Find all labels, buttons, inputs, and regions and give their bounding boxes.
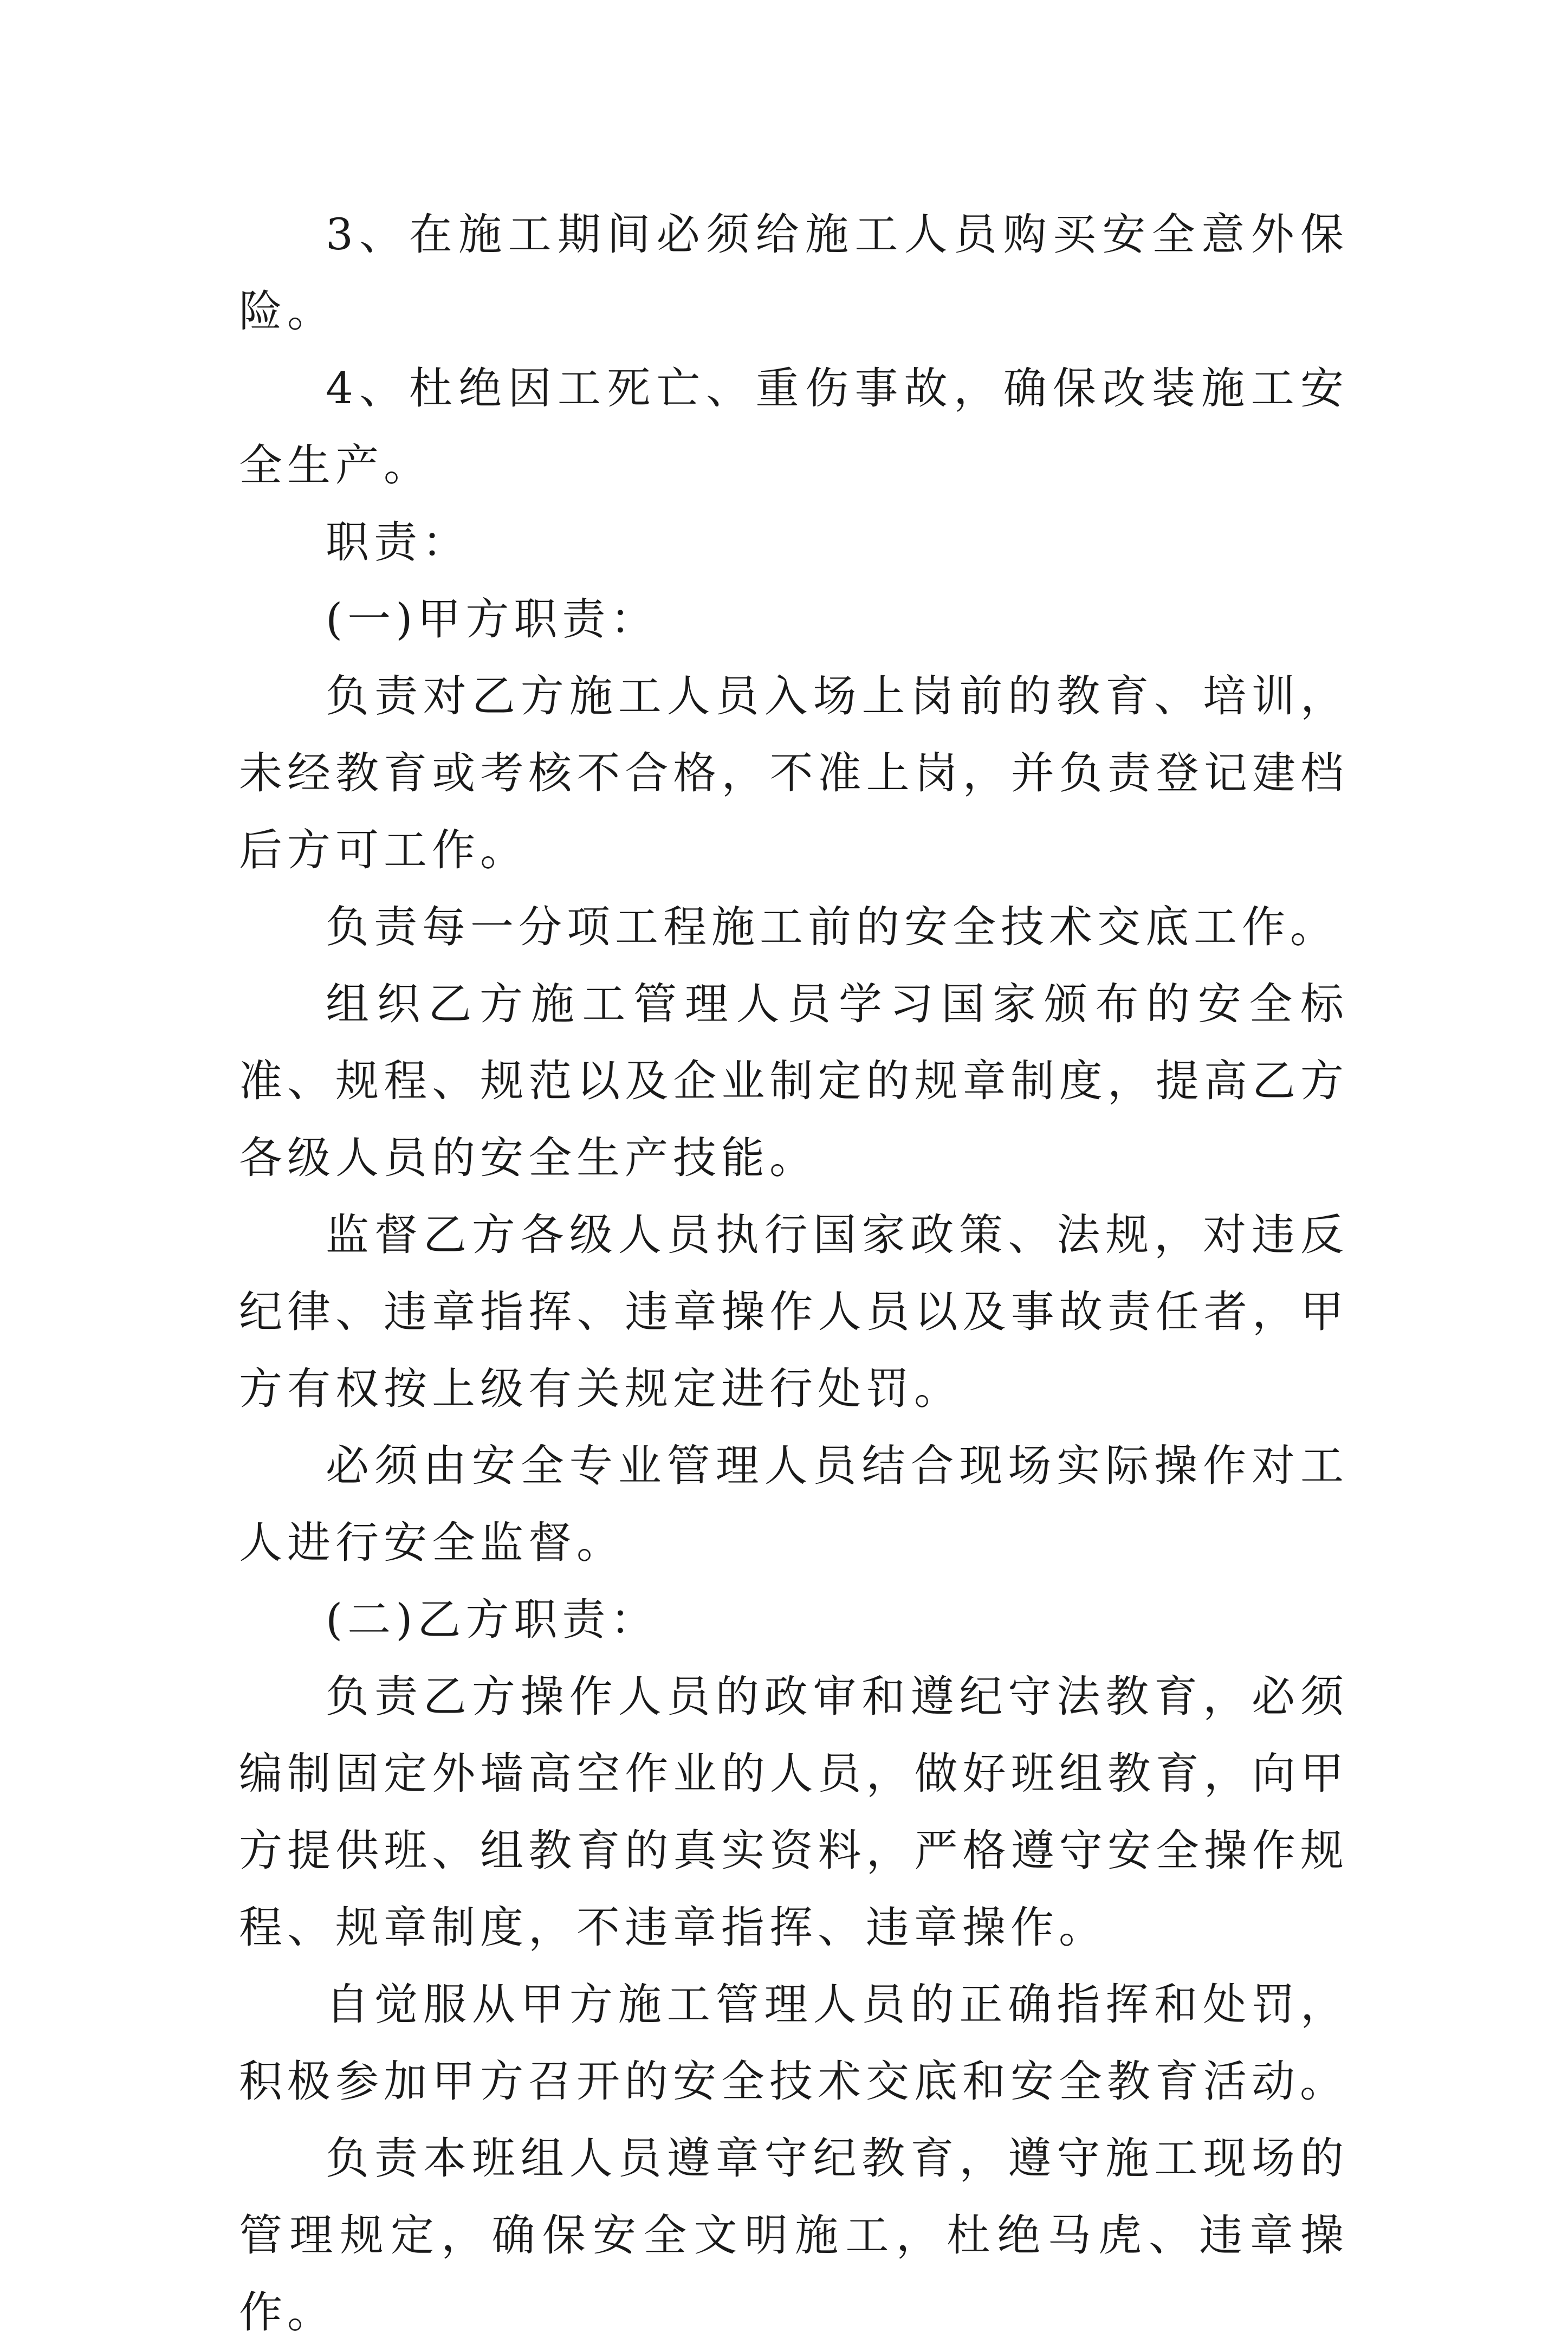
subheading-party-a: (一)甲方职责： (326, 594, 659, 644)
paragraph-party-b-obey: 自觉服从甲方施工管理人员的正确指挥和处罚，积极参加甲方召开的安全技术交底和安全教育活动。 (239, 1979, 1349, 2107)
paragraph-party-a-supervision: 监督乙方各级人员执行国家政策、法规，对违反纪律、违章指挥、违章操作人员以及事故责任者，甲方有权按上级有关规定进行处罚。 (239, 1210, 1349, 1414)
paragraph-item-4-safety: 4、杜绝因工死亡、重伤事故，确保改装施工安全生产。 (239, 363, 1349, 490)
paragraph-party-b-discipline: 负责本班组人员遵章守纪教育，遵守施工现场的管理规定，确保安全文明施工，杜绝马虎、违章操作。 (239, 2133, 1349, 2337)
paragraph-party-b-education: 负责乙方操作人员的政审和遵纪守法教育，必须编制固定外墙高空作业的人员，做好班组教育，向甲方提供班、组教育的真实资料，严格遵守安全操作规程、规章制度，不违章指挥、违章操作。 (239, 1671, 1349, 1953)
paragraph-party-a-briefing: 负责每一分项工程施工前的安全技术交底工作。 (326, 902, 1338, 952)
section-heading-responsibilities: 职责： (326, 517, 470, 567)
paragraph-party-a-training: 负责对乙方施工人员入场上岗前的教育、培训，未经教育或考核不合格，不准上岗，并负责登记建档后方可工作。 (239, 671, 1349, 875)
paragraph-item-3-insurance: 3、在施工期间必须给施工人员购买安全意外保险。 (239, 209, 1349, 337)
paragraph-party-a-standards: 组织乙方施工管理人员学习国家颁布的安全标准、规程、规范以及企业制定的规章制度，提高乙方各级人员的安全生产技能。 (239, 979, 1349, 1183)
document-body (239, 196, 1349, 2351)
paragraph-party-a-safety-monitor: 必须由安全专业管理人员结合现场实际操作对工人进行安全监督。 (239, 1441, 1349, 1568)
subheading-party-b: (二)乙方职责： (326, 1594, 659, 1645)
